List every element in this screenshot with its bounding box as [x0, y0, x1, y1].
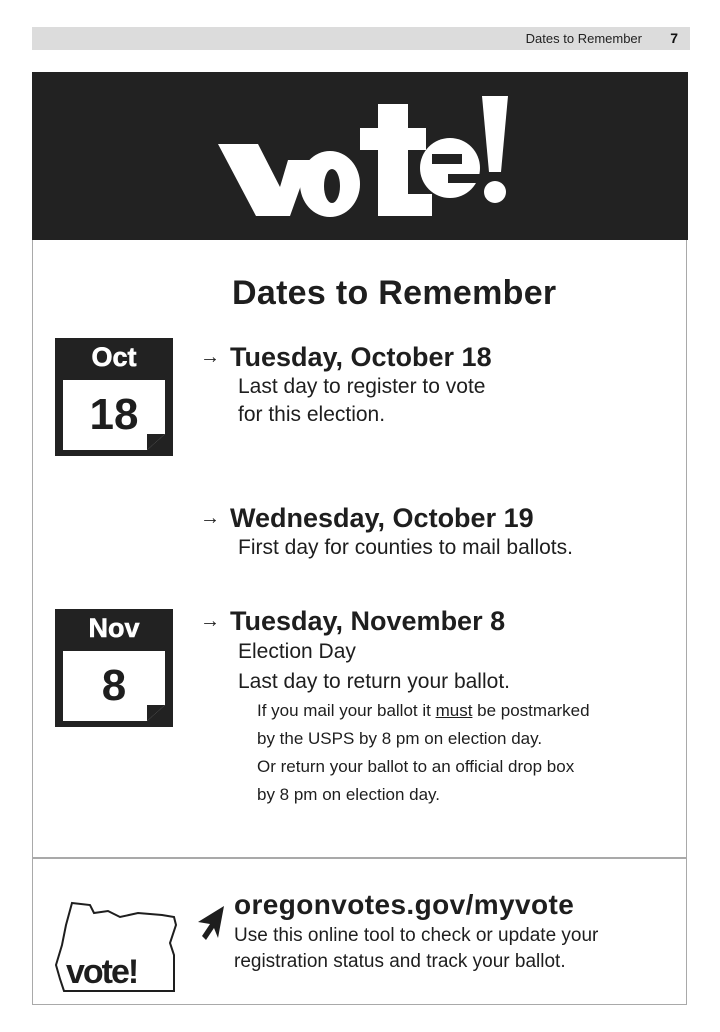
- arrow-right-icon: →: [200, 507, 220, 529]
- myvote-link[interactable]: oregonvotes.gov/myvote: [234, 889, 575, 920]
- running-head: [32, 27, 690, 50]
- date-entry-oct-18: [200, 342, 492, 429]
- entry-sub-line: If you mail your ballot it must be postmarked: [257, 701, 590, 720]
- calendar-month: Oct: [91, 342, 137, 372]
- entry-line: Election Day: [238, 640, 356, 663]
- entry-sub-line: Or return your ballot to an official drop box: [257, 757, 575, 776]
- date-entry-oct-19: [200, 503, 573, 562]
- date-entry-nov-8: [200, 606, 590, 809]
- myvote-description: Use this online tool to check or update your registration status and track your ballot.: [234, 925, 599, 972]
- calendar-month: Nov: [88, 613, 140, 643]
- entry-sub-line: by 8 pm on election day.: [257, 785, 441, 804]
- entry-line: Last day to return your ballot.: [238, 670, 510, 693]
- calendar-day: 18: [89, 390, 139, 439]
- arrow-right-icon: →: [200, 610, 220, 632]
- entry-sub-line: by the USPS by 8 pm on election day.: [257, 729, 543, 748]
- calendar-oct-18-icon: [55, 338, 173, 456]
- entry-heading: Wednesday, October 19: [230, 503, 534, 533]
- calendar-day: 8: [101, 661, 127, 710]
- cursor-arrow-icon: [198, 906, 228, 942]
- page-number: 7: [670, 30, 678, 46]
- running-head-section: Dates to Remember: [525, 31, 642, 46]
- emphasis-must: must: [435, 701, 473, 720]
- section-divider: [32, 857, 687, 859]
- arrow-right-icon: →: [200, 346, 220, 368]
- entry-line: First day for counties to mail ballots.: [238, 536, 573, 559]
- entry-heading: Tuesday, October 18: [230, 342, 492, 372]
- svg-text:vote!: vote!: [66, 953, 138, 991]
- oregon-map-vote-icon: [50, 895, 180, 995]
- vote-logo-icon: [218, 92, 508, 224]
- calendar-nov-8-icon: [55, 609, 173, 727]
- entry-line: Last day to register to vote: [238, 375, 486, 398]
- entry-heading: Tuesday, November 8: [230, 606, 506, 636]
- entry-line: for this election.: [238, 403, 386, 426]
- page-title: Dates to Remember: [232, 274, 557, 312]
